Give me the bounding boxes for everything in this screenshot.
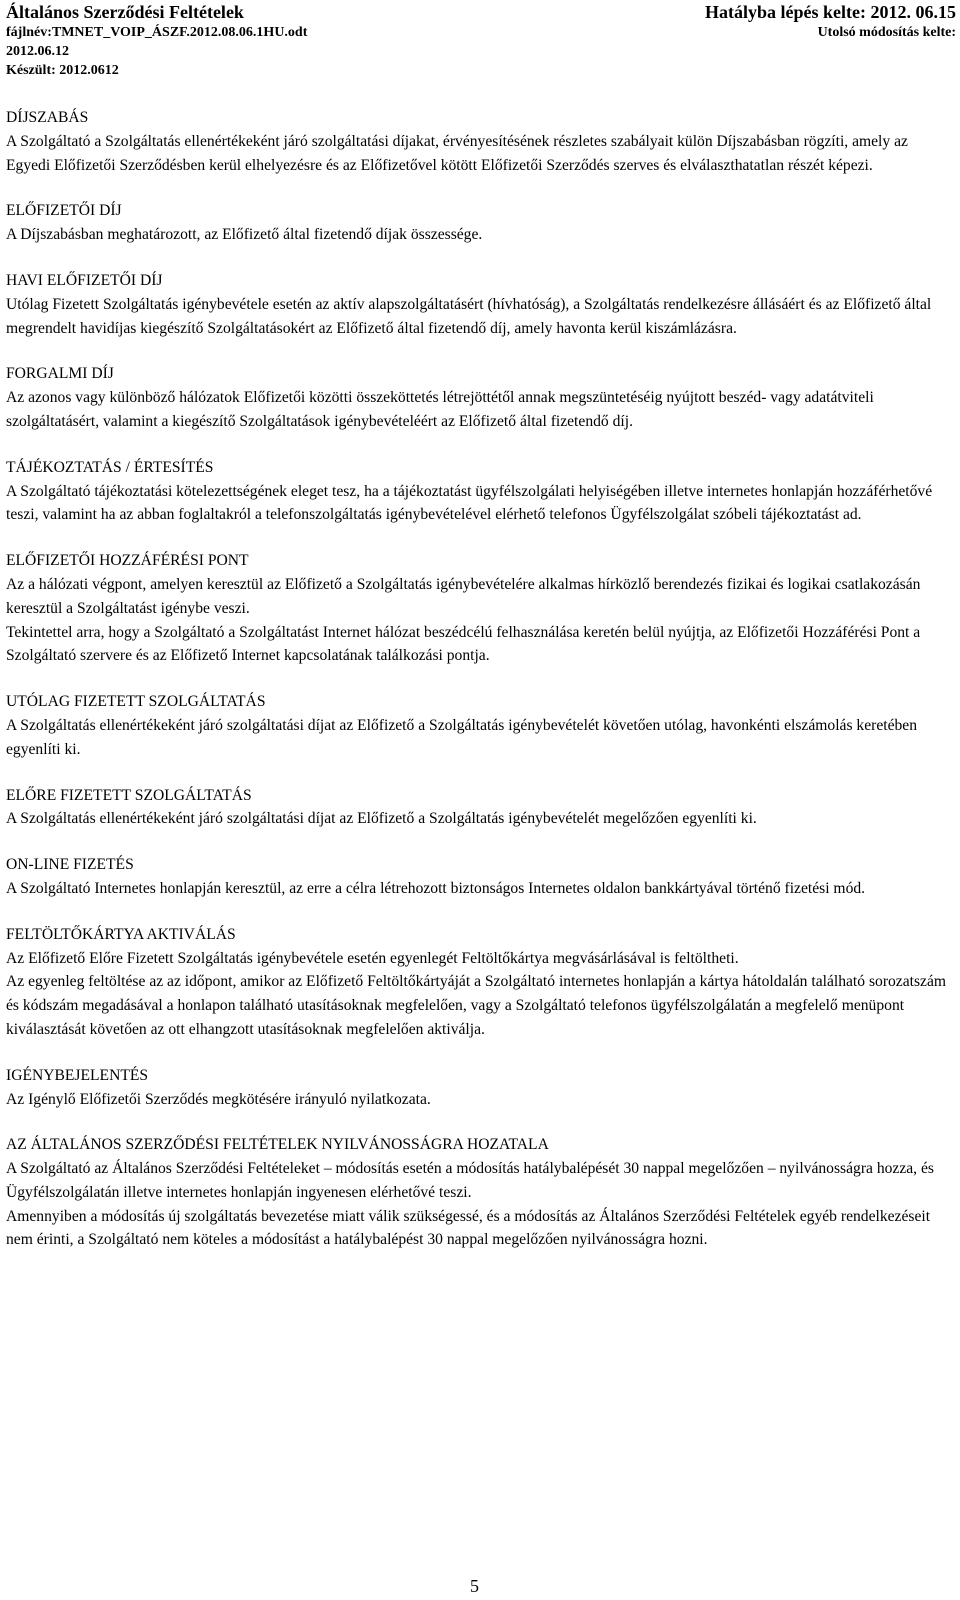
section-heading: ELŐRE FIZETETT SZOLGÁLTATÁS <box>6 786 252 804</box>
last-modified-date: 2012.06.12 <box>6 44 69 59</box>
section-paragraph: A Szolgáltató tájékoztatási kötelezettségének eleget tesz, ha a tájékoztatást ügyfélszolgálati helyiségében illetve internetes honlapján hozzáférhetővé teszi, valamint ha az abban foglaltakról a telefonszolgáltatás igénybevételével elérhető telefonos Ügyfélszolgálat szóbeli tájékoztatást ad. <box>6 482 933 524</box>
section-elore-fizetett <box>6 784 950 832</box>
section-heading: FORGALMI DÍJ <box>6 365 114 383</box>
section-paragraph: Az Igénylő Előfizetői Szerződés megkötésére irányuló nyilatkozata. <box>6 1090 431 1108</box>
section-paragraph: A Szolgáltató Internetes honlapján keresztül, az erre a célra létrehozott biztonságos Internetes oldalon bankkártyával történő fizetési mód. <box>6 879 866 897</box>
section-heading: TÁJÉKOZTATÁS / ÉRTESÍTÉS <box>6 458 214 476</box>
section-heading: UTÓLAG FIZETETT SZOLGÁLTATÁS <box>6 693 266 711</box>
page-number: 5 <box>470 1576 479 1596</box>
section-dijszabas <box>6 106 950 177</box>
section-havi-elofizetoi-dij <box>6 269 950 340</box>
section-paragraph: Az egyenleg feltöltése az az időpont, amikor az Előfizető Feltöltőkártyáját a Szolgáltató internetes honlapján a kártya hátoldalán található sorozatszám és kódszám megadásával a honlapon található utasításoknak megfelelően, vagy a Szolgáltató telefonos ügyfélszolgálatán a megfelelő menüpont kiválasztását követően az ott elhangzott utasításoknak megfelelően aktiválja. <box>6 973 947 1038</box>
section-paragraph: Az a hálózati végpont, amelyen keresztül az Előfizető a Szolgáltatás igénybevételére alkalmas hírközlő berendezés fizikai és logikai csatlakozásán keresztül a Szolgáltatást igénybe veszi. <box>6 575 921 617</box>
document-body <box>6 106 950 1274</box>
section-feltoltokartya <box>6 923 950 1042</box>
section-paragraph: Tekintettel arra, hogy a Szolgáltató a Szolgáltatást Internet hálózat beszédcélú felhasználása keretén belül nyújtja, az Előfizetői Hozzáférési Pont a Szolgáltató szervere és az Előfizető Internet kapcsolatának találkozási pontja. <box>6 623 921 665</box>
section-elofizetoi-dij <box>6 199 950 247</box>
section-paragraph: Az azonos vagy különböző hálózatok Előfizetői közötti összeköttetés létrejöttétől annak megszüntetéséig nyújtott beszéd- vagy adatátviteli szolgáltatásért, valamint a kiegészítő Szolgáltatások igénybevételéért az Előfizető által fizetendő díj. <box>6 389 874 430</box>
section-paragraph: A Szolgáltató az Általános Szerződési Feltételeket – módosítás esetén a módosítás hatálybalépését 30 nappal megelőzően – nyilvánosságra hozza, és Ügyfélszolgálatán illetve internetes honlapján ingyenesen elérhetővé teszi. <box>6 1160 934 1201</box>
section-paragraph: A Szolgáltató a Szolgáltatás ellenértékeként járó szolgáltatási díjakat, érvényesítésének részletes szabályait külön Díjszabásban rögzíti, amely az Egyedi Előfizetői Szerződésben kerül elhelyezésre és az Előfizetővel kötött Előfizetői Szerződés szerves és elválaszthatatlan részét képezi. <box>6 132 908 174</box>
section-nyilvanossagra-hozatal <box>6 1133 950 1252</box>
file-name: fájlnév:TMNET_VOIP_ÁSZF.2012.08.06.1HU.odt <box>6 25 308 40</box>
section-heading: AZ ÁLTALÁNOS SZERZŐDÉSI FELTÉTELEK NYILVÁNOSSÁGRA HOZATALA <box>6 1136 549 1154</box>
section-heading: ON-LINE FIZETÉS <box>6 856 134 874</box>
last-modified-label: Utolsó módosítás kelte: <box>817 25 956 40</box>
section-igenybejelentes <box>6 1064 950 1112</box>
section-online-fizetes <box>6 853 950 901</box>
section-hozzaferesi-pont <box>6 549 950 668</box>
section-heading: HAVI ELŐFIZETŐI DÍJ <box>6 271 163 289</box>
section-utolag-fizetett <box>6 690 950 761</box>
document-title: Általános Szerződési Feltételek <box>6 2 244 22</box>
section-paragraph: A Díjszabásban meghatározott, az Előfizető által fizetendő díjak összessége. <box>6 226 483 244</box>
section-paragraph: Az Előfizető Előre Fizetett Szolgáltatás igénybevétele esetén egyenlegét Feltöltőkártya megvásárlásával is feltöltheti. <box>6 949 739 967</box>
section-paragraph: Utólag Fizetett Szolgáltatás igénybevétele esetén az aktív alapszolgáltatásért (hívhatóság), a Szolgáltatás rendelkezésre állásáért és az Előfizető által megrendelt havidíjas kiegészítő Szolgáltatásokért az Előfizető által fizetendő díj, amely havonta kerül kiszámlázásra. <box>6 295 932 337</box>
effective-date: Hatályba lépés kelte: 2012. 06.15 <box>705 2 956 22</box>
created-date: Készült: 2012.0612 <box>6 63 119 78</box>
section-heading: ELŐFIZETŐI DÍJ <box>6 202 122 220</box>
section-paragraph: A Szolgáltatás ellenértékeként járó szolgáltatási díjat az Előfizető a Szolgáltatás igénybevételét megelőzően egyenlíti ki. <box>6 810 757 828</box>
section-tajekoztatas <box>6 456 950 527</box>
section-heading: IGÉNYBEJELENTÉS <box>6 1066 149 1084</box>
section-heading: FELTÖLTŐKÁRTYA AKTIVÁLÁS <box>6 925 236 943</box>
section-forgalmi-dij <box>6 362 950 433</box>
section-paragraph: Amennyiben a módosítás új szolgáltatás bevezetése miatt válik szükségessé, és a módosítás az Általános Szerződési Feltételek egyéb rendelkezéseit nem érinti, a Szolgáltató nem köteles a módosítást a hatálybalépést 30 nappal megelőzően nyilvánosságra hozni. <box>6 1207 931 1249</box>
page-header <box>6 0 956 84</box>
section-heading: DÍJSZABÁS <box>6 109 89 126</box>
section-heading: ELŐFIZETŐI HOZZÁFÉRÉSI PONT <box>6 552 249 570</box>
section-paragraph: A Szolgáltatás ellenértékeként járó szolgáltatási díjat az Előfizető a Szolgáltatás igénybevételét követően utólag, havonkénti elszámolás keretében egyenlíti ki. <box>6 716 918 758</box>
